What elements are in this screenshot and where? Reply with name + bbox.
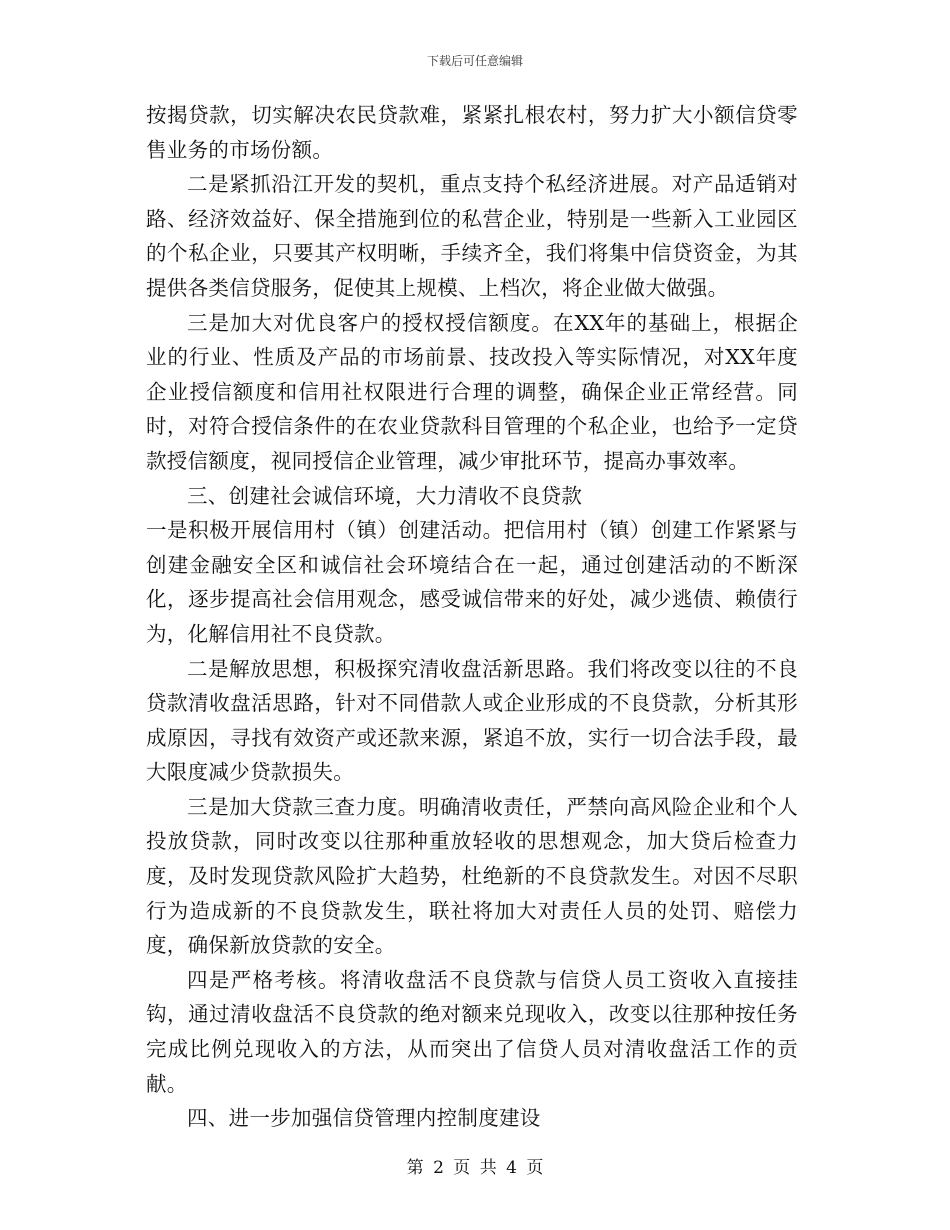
section-heading-4: 四、进一步加强信贷管理内控制度建设 [187,1106,541,1131]
document-body [146,98,798,1136]
paragraph-2: 二是紧抓沿江开发的契机，重点支持个私经济进展。对产品适销对路、经济效益好、保全措施到位的私营企业，特别是一些新入工业园区的个私企业，只要其产权明晰，手续齐全，我们将集中信贷资金，为其提供各类信贷服务，促使其上规模、上档次，将企业做大做强。 [146,172,798,300]
page-header: 下载后可任意编辑 [426,54,523,68]
page-number-footer: 第 2 页 共 4 页 [406,1158,544,1178]
paragraph-3: 三是加大对优良客户的授权授信额度。在XX年的基础上，根据企业的行业、性质及产品的市场前景、技改投入等实际情况，对XX年度企业授信额度和信用社权限进行合理的调整，确保企业正常经营。同时，对符合授信条件的在农业贷款科目管理的个私企业，也给予一定贷款授信额度，视同授信企业管理，减少审批环节，提高办事效率。 [146,310,798,473]
section-heading-3: 三、创建社会诚信环境，大力清收不良贷款 [187,483,583,508]
paragraph-1: 按揭贷款，切实解决农民贷款难，紧紧扎根农村，努力扩大小额信贷零售业务的市场份额。 [146,103,798,162]
paragraph-5: 一是积极开展信用村（镇）创建活动。把信用村（镇）创建工作紧紧与创建金融安全区和诚信社会环境结合在一起，通过创建活动的不断深化，逐步提高社会信用观念，感受诚信带来的好处，减少逃债、赖债行为，化解信用社不良贷款。 [146,518,798,646]
paragraph-6: 二是解放思想，积极探究清收盘活新思路。我们将改变以往的不良贷款清收盘活思路，针对不同借款人或企业形成的不良贷款，分析其形成原因，寻找有效资产或还款来源，紧追不放，实行一切合法手段，最大限度减少贷款损失。 [146,656,798,785]
paragraph-7: 三是加大贷款三查力度。明确清收责任，严禁向高风险企业和个人投放贷款，同时改变以往那种重放轻收的思想观念，加大贷后检查力度，及时发现贷款风险扩大趋势，杜绝新的不良贷款发生。对因不尽职行为造成新的不良贷款发生，联社将加大对责任人员的处罚、赔偿力度，确保新放贷款的安全。 [146,794,798,958]
paragraph-8: 四是严格考核。将清收盘活不良贷款与信贷人员工资收入直接挂钩，通过清收盘活不良贷款的绝对额来兑现收入，改变以往那种按任务完成比例兑现收入的方法，从而突出了信贷人员对清收盘活工作的贡献。 [146,967,798,1096]
